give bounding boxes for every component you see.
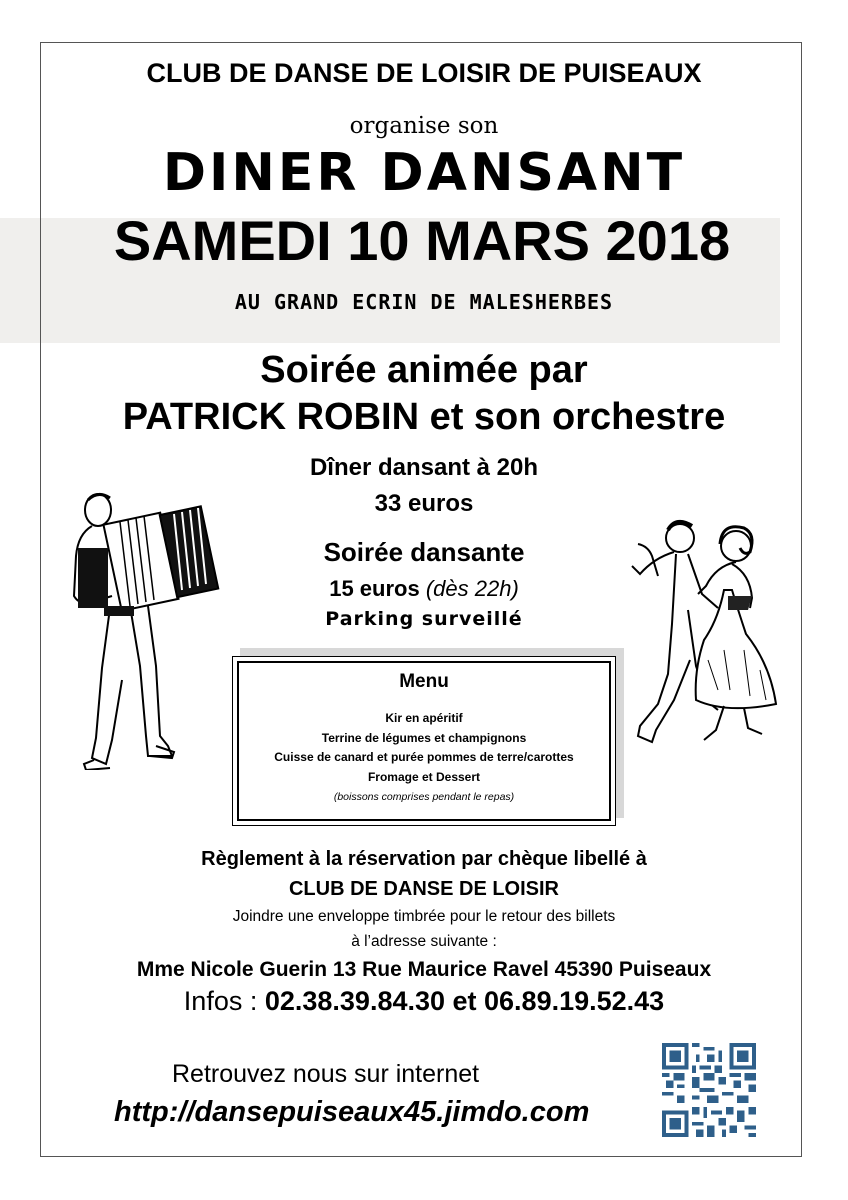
reservation-line3: à l’adresse suivante :: [351, 933, 497, 950]
menu-title: Menu: [399, 671, 449, 692]
reservation-line2: Joindre une enveloppe timbrée pour le retour des billets: [232, 908, 616, 925]
menu-box: [232, 656, 616, 826]
event-venue: AU GRAND ECRIN DE MALESHERBES: [234, 290, 614, 314]
evening-time: (dès 22h): [425, 576, 519, 601]
dinner-time: Dîner dansant à 20h: [309, 454, 539, 481]
dinner-price: 33 euros: [374, 490, 474, 517]
menu-item: Kir en apéritif: [385, 711, 463, 725]
evening-price: 15 euros: [329, 576, 420, 601]
dancing-couple-illustration: [624, 510, 788, 752]
event-date: SAMEDI 10 MARS 2018: [113, 209, 731, 272]
menu-note: (boissons comprises pendant le repas): [333, 791, 515, 803]
menu-item: Cuisse de canard et purée pommes de terre/carottes: [274, 750, 574, 764]
club-title: CLUB DE DANSE DE LOISIR DE PUISEAUX: [146, 58, 702, 88]
evening-title: Soirée dansante: [323, 537, 525, 567]
animation-line2: PATRICK ROBIN et son orchestre: [122, 396, 726, 438]
website-link[interactable]: http://dansepuiseaux45.jimdo.com: [114, 1096, 590, 1128]
parking-text: Parking surveillé: [325, 608, 523, 630]
retrouvez-text: Retrouvez nous sur internet: [172, 1060, 480, 1088]
reservation-address: Mme Nicole Guerin 13 Rue Maurice Ravel 45390 Puiseaux: [136, 958, 712, 981]
reservation-line1: Règlement à la réservation par chèque libellé à: [201, 848, 647, 870]
accordion-player-illustration: [70, 488, 220, 770]
menu-item: Terrine de légumes et champignons: [321, 731, 527, 745]
reservation-payee: CLUB DE DANSE DE LOISIR: [288, 878, 560, 900]
organise-text: organise son: [349, 113, 499, 139]
event-title: DINER DANSANT: [162, 143, 686, 203]
infos-line: [0, 986, 848, 1017]
infos-label: Infos :: [183, 986, 265, 1016]
infos-phones: 02.38.39.84.30 et 06.89.19.52.43: [264, 986, 665, 1016]
animation-line1: Soirée animée par: [260, 349, 588, 391]
menu-item: Fromage et Dessert: [367, 770, 481, 784]
qr-code-icon[interactable]: [662, 1043, 756, 1137]
